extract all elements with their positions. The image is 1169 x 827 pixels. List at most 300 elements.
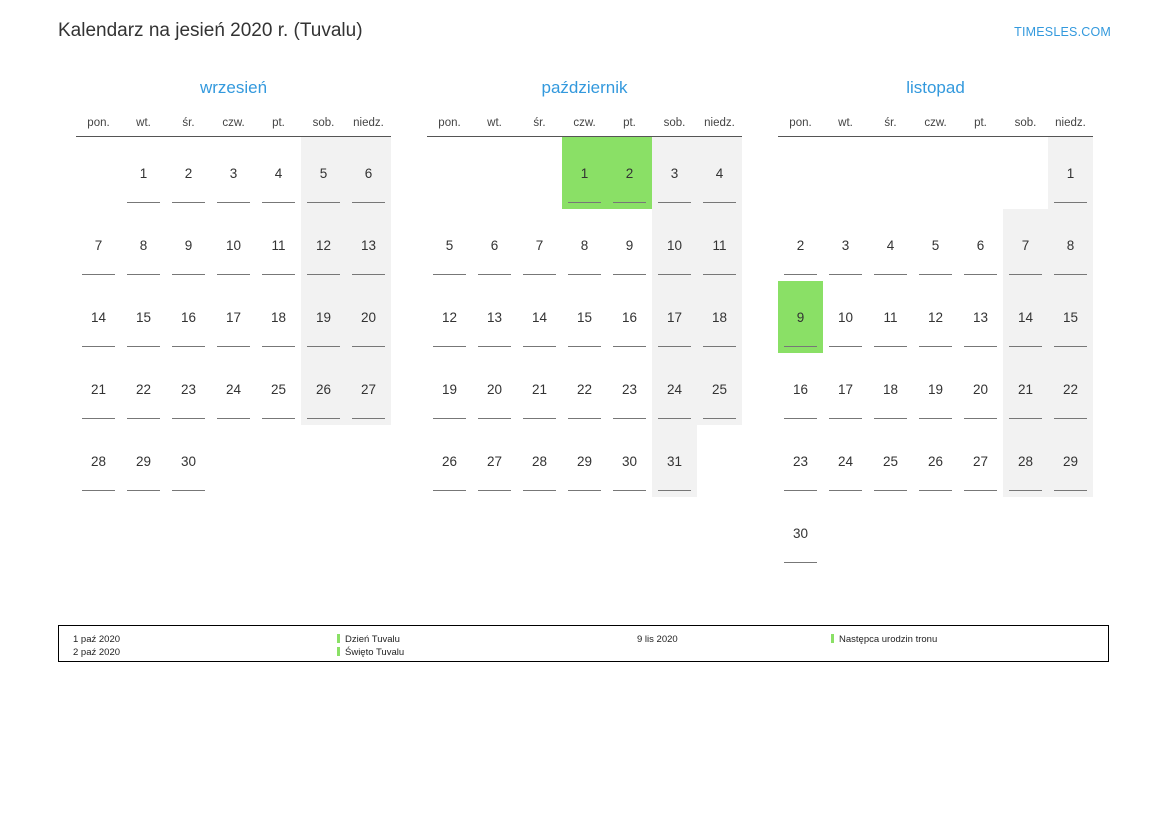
day-cell[interactable] <box>427 353 472 425</box>
weekday-header: sob. <box>1003 110 1048 137</box>
legend-entry <box>337 633 404 646</box>
day-underline <box>874 418 907 419</box>
empty-cell <box>427 137 472 210</box>
day-underline <box>568 202 601 203</box>
day-underline <box>784 274 817 275</box>
day-number: 18 <box>882 381 899 397</box>
day-number: 9 <box>184 237 193 253</box>
day-cell[interactable] <box>76 353 121 425</box>
day-number: 17 <box>666 309 683 325</box>
day-number: 7 <box>1021 237 1030 253</box>
day-number: 25 <box>270 381 287 397</box>
day-number: 20 <box>360 309 377 325</box>
day-underline <box>523 346 556 347</box>
day-cell[interactable] <box>823 353 868 425</box>
day-number: 8 <box>1066 237 1075 253</box>
empty-cell <box>1003 497 1048 569</box>
day-cell[interactable] <box>697 209 742 281</box>
day-cell[interactable] <box>778 353 823 425</box>
day-underline <box>172 418 205 419</box>
empty-cell <box>256 425 301 497</box>
day-cell[interactable] <box>913 281 958 353</box>
week-row <box>76 137 391 210</box>
day-number: 21 <box>531 381 548 397</box>
day-cell[interactable] <box>427 281 472 353</box>
day-cell[interactable] <box>256 281 301 353</box>
weekday-header-row <box>778 110 1093 137</box>
day-number: 28 <box>531 453 548 469</box>
day-underline <box>919 346 952 347</box>
day-cell[interactable] <box>1048 353 1093 425</box>
day-number: 21 <box>1017 381 1034 397</box>
empty-cell <box>346 425 391 497</box>
day-cell[interactable] <box>823 281 868 353</box>
day-cell[interactable] <box>607 281 652 353</box>
day-underline <box>964 418 997 419</box>
day-underline <box>829 346 862 347</box>
day-number: 16 <box>180 309 197 325</box>
day-cell[interactable] <box>166 281 211 353</box>
week-row <box>778 425 1093 497</box>
day-cell[interactable] <box>301 353 346 425</box>
day-number: 12 <box>441 309 458 325</box>
month-table <box>778 110 1093 569</box>
day-number: 18 <box>270 309 287 325</box>
day-underline <box>478 274 511 275</box>
legend-name: Następca urodzin tronu <box>839 634 938 645</box>
day-underline <box>217 274 250 275</box>
empty-cell <box>778 137 823 210</box>
day-cell[interactable] <box>427 209 472 281</box>
holiday-swatch-icon <box>831 634 834 643</box>
day-number: 7 <box>94 237 103 253</box>
day-underline <box>613 418 646 419</box>
day-underline <box>127 274 160 275</box>
day-cell[interactable] <box>778 497 823 569</box>
day-number: 10 <box>666 237 683 253</box>
day-cell[interactable] <box>121 353 166 425</box>
day-cell[interactable] <box>301 209 346 281</box>
day-cell[interactable] <box>121 281 166 353</box>
day-cell[interactable] <box>607 353 652 425</box>
page-header <box>0 20 1169 50</box>
weekday-header: niedz. <box>697 110 742 137</box>
day-cell[interactable] <box>697 281 742 353</box>
day-underline <box>613 274 646 275</box>
day-number: 23 <box>621 381 638 397</box>
day-cell[interactable] <box>868 281 913 353</box>
day-cell[interactable] <box>166 137 211 210</box>
day-cell[interactable] <box>346 353 391 425</box>
day-underline <box>82 346 115 347</box>
day-underline <box>127 346 160 347</box>
day-cell[interactable] <box>562 425 607 497</box>
day-underline <box>703 346 736 347</box>
week-row <box>76 425 391 497</box>
day-cell[interactable] <box>958 353 1003 425</box>
day-number: 19 <box>441 381 458 397</box>
day-cell[interactable] <box>472 425 517 497</box>
day-underline <box>127 202 160 203</box>
day-underline <box>1009 346 1042 347</box>
week-row <box>76 281 391 353</box>
day-underline <box>1009 490 1042 491</box>
day-cell[interactable] <box>958 425 1003 497</box>
day-cell[interactable] <box>256 209 301 281</box>
day-underline <box>172 346 205 347</box>
day-cell[interactable] <box>76 209 121 281</box>
day-number: 29 <box>135 453 152 469</box>
weekday-header: sob. <box>652 110 697 137</box>
month-title: październik <box>541 78 628 97</box>
legend-box <box>58 625 1109 662</box>
day-cell[interactable] <box>472 209 517 281</box>
day-cell[interactable] <box>697 353 742 425</box>
week-row <box>778 137 1093 210</box>
brand-link[interactable]: TIMESLES.COM <box>1014 25 1111 39</box>
day-underline <box>829 274 862 275</box>
day-underline <box>523 418 556 419</box>
day-underline <box>568 346 601 347</box>
empty-cell <box>823 137 868 210</box>
day-cell[interactable] <box>1048 137 1093 210</box>
day-number: 6 <box>490 237 499 253</box>
day-underline <box>307 346 340 347</box>
day-underline <box>127 490 160 491</box>
day-underline <box>1009 274 1042 275</box>
day-underline <box>352 346 385 347</box>
day-number: 30 <box>792 525 809 541</box>
day-cell[interactable] <box>1003 281 1048 353</box>
week-row <box>427 137 742 210</box>
empty-cell <box>868 497 913 569</box>
day-underline <box>1054 418 1087 419</box>
day-underline <box>658 274 691 275</box>
weekday-header: wt. <box>823 110 868 137</box>
day-number: 27 <box>486 453 503 469</box>
day-number: 20 <box>486 381 503 397</box>
day-number: 9 <box>796 309 805 325</box>
day-underline <box>703 418 736 419</box>
day-cell[interactable] <box>1003 209 1048 281</box>
day-cell[interactable] <box>562 209 607 281</box>
day-number: 29 <box>576 453 593 469</box>
day-underline <box>784 490 817 491</box>
empty-cell <box>913 137 958 210</box>
day-number: 14 <box>531 309 548 325</box>
day-underline <box>658 418 691 419</box>
day-number: 24 <box>225 381 242 397</box>
day-cell[interactable] <box>868 209 913 281</box>
day-underline <box>307 202 340 203</box>
day-underline <box>217 418 250 419</box>
day-cell[interactable] <box>76 281 121 353</box>
day-cell[interactable] <box>346 137 391 210</box>
day-underline <box>784 346 817 347</box>
day-cell[interactable] <box>121 137 166 210</box>
day-cell[interactable] <box>517 425 562 497</box>
day-number: 17 <box>837 381 854 397</box>
day-cell[interactable] <box>472 281 517 353</box>
legend-date: 1 paź 2020 <box>73 634 121 645</box>
day-underline <box>568 418 601 419</box>
day-cell[interactable] <box>517 281 562 353</box>
day-cell[interactable] <box>562 353 607 425</box>
weekday-header: pon. <box>778 110 823 137</box>
day-underline <box>784 418 817 419</box>
day-underline <box>829 490 862 491</box>
day-number: 3 <box>229 165 238 181</box>
day-cell[interactable] <box>958 281 1003 353</box>
day-cell[interactable] <box>166 353 211 425</box>
day-cell[interactable] <box>166 209 211 281</box>
day-number: 31 <box>666 453 683 469</box>
day-number: 24 <box>837 453 854 469</box>
day-number: 8 <box>580 237 589 253</box>
day-cell[interactable] <box>472 353 517 425</box>
day-number: 2 <box>796 237 805 253</box>
day-cell[interactable] <box>211 209 256 281</box>
week-row <box>76 209 391 281</box>
day-number: 25 <box>711 381 728 397</box>
day-number: 27 <box>972 453 989 469</box>
day-number: 12 <box>315 237 332 253</box>
day-number: 21 <box>90 381 107 397</box>
day-number: 23 <box>180 381 197 397</box>
day-underline <box>874 346 907 347</box>
day-cell[interactable] <box>652 425 697 497</box>
day-number: 8 <box>139 237 148 253</box>
week-row <box>427 209 742 281</box>
day-number: 15 <box>576 309 593 325</box>
day-cell[interactable] <box>121 425 166 497</box>
day-underline <box>433 490 466 491</box>
day-underline <box>172 490 205 491</box>
day-number: 15 <box>135 309 152 325</box>
day-cell[interactable] <box>778 209 823 281</box>
day-number: 25 <box>882 453 899 469</box>
day-number: 11 <box>271 237 286 253</box>
day-cell[interactable] <box>166 425 211 497</box>
legend-name: Dzień Tuvalu <box>345 634 400 645</box>
day-number: 12 <box>927 309 944 325</box>
day-cell[interactable] <box>211 281 256 353</box>
day-cell[interactable] <box>256 137 301 210</box>
day-number: 14 <box>1017 309 1034 325</box>
day-underline <box>919 274 952 275</box>
day-cell[interactable] <box>211 137 256 210</box>
day-underline <box>964 274 997 275</box>
day-number: 2 <box>184 165 193 181</box>
weekday-header: sob. <box>301 110 346 137</box>
day-cell[interactable] <box>607 425 652 497</box>
day-cell[interactable] <box>823 209 868 281</box>
day-cell[interactable] <box>652 137 697 210</box>
day-underline <box>919 418 952 419</box>
day-number: 4 <box>886 237 895 253</box>
page-title: Kalendarz na jesień 2020 r. (Tuvalu) <box>58 20 363 41</box>
month-title: listopad <box>906 78 965 97</box>
day-cell[interactable] <box>778 425 823 497</box>
day-underline <box>307 274 340 275</box>
empty-cell <box>301 425 346 497</box>
legend-date: 2 paź 2020 <box>73 647 121 658</box>
day-cell[interactable] <box>868 353 913 425</box>
empty-cell <box>823 497 868 569</box>
day-cell[interactable] <box>778 281 823 353</box>
day-number: 1 <box>1066 165 1075 181</box>
day-underline <box>433 274 466 275</box>
day-number: 26 <box>315 381 332 397</box>
weekday-header: czw. <box>562 110 607 137</box>
day-number: 15 <box>1062 309 1079 325</box>
day-number: 4 <box>274 165 283 181</box>
weekday-header: wt. <box>121 110 166 137</box>
day-underline <box>352 418 385 419</box>
weekday-header: pon. <box>76 110 121 137</box>
day-cell[interactable] <box>346 209 391 281</box>
day-cell[interactable] <box>211 353 256 425</box>
day-cell[interactable] <box>913 353 958 425</box>
day-cell[interactable] <box>913 425 958 497</box>
day-underline <box>523 490 556 491</box>
weekday-header: pt. <box>256 110 301 137</box>
day-underline <box>433 418 466 419</box>
day-underline <box>568 490 601 491</box>
day-underline <box>127 418 160 419</box>
day-cell[interactable] <box>301 281 346 353</box>
holiday-swatch-icon <box>337 647 340 656</box>
month-table <box>76 110 391 497</box>
weekday-header-row <box>76 110 391 137</box>
day-underline <box>352 274 385 275</box>
day-cell[interactable] <box>958 209 1003 281</box>
week-row <box>778 353 1093 425</box>
weekday-header: śr. <box>166 110 211 137</box>
empty-cell <box>697 425 742 497</box>
month-block <box>58 78 409 569</box>
day-underline <box>784 562 817 563</box>
day-underline <box>433 346 466 347</box>
day-cell[interactable] <box>517 353 562 425</box>
day-number: 6 <box>364 165 373 181</box>
day-cell[interactable] <box>427 425 472 497</box>
day-number: 26 <box>927 453 944 469</box>
day-number: 16 <box>792 381 809 397</box>
day-cell[interactable] <box>1003 353 1048 425</box>
weekday-header-row <box>427 110 742 137</box>
day-cell[interactable] <box>913 209 958 281</box>
day-underline <box>658 346 691 347</box>
day-number: 11 <box>712 237 727 253</box>
day-cell[interactable] <box>868 425 913 497</box>
weekday-header: czw. <box>211 110 256 137</box>
day-cell[interactable] <box>346 281 391 353</box>
day-underline <box>82 490 115 491</box>
day-number: 3 <box>670 165 679 181</box>
day-underline <box>172 274 205 275</box>
day-cell[interactable] <box>1048 281 1093 353</box>
day-underline <box>307 418 340 419</box>
day-cell[interactable] <box>697 137 742 210</box>
day-underline <box>478 490 511 491</box>
day-cell[interactable] <box>1003 425 1048 497</box>
day-underline <box>613 346 646 347</box>
day-cell[interactable] <box>652 353 697 425</box>
day-underline <box>352 202 385 203</box>
empty-cell <box>1048 497 1093 569</box>
day-cell[interactable] <box>301 137 346 210</box>
week-row <box>778 497 1093 569</box>
day-underline <box>613 490 646 491</box>
day-number: 5 <box>319 165 328 181</box>
day-cell[interactable] <box>121 209 166 281</box>
day-number: 5 <box>445 237 454 253</box>
empty-cell <box>211 425 256 497</box>
empty-cell <box>517 137 562 210</box>
day-number: 14 <box>90 309 107 325</box>
day-cell[interactable] <box>1048 209 1093 281</box>
day-number: 16 <box>621 309 638 325</box>
day-number: 9 <box>625 237 634 253</box>
day-cell[interactable] <box>823 425 868 497</box>
week-row <box>427 281 742 353</box>
months-container <box>58 78 1111 569</box>
day-underline <box>1054 346 1087 347</box>
day-underline <box>658 490 691 491</box>
day-cell[interactable] <box>76 425 121 497</box>
month-block <box>760 78 1111 569</box>
day-number: 19 <box>315 309 332 325</box>
day-cell[interactable] <box>562 137 607 210</box>
day-number: 28 <box>90 453 107 469</box>
weekday-header: niedz. <box>346 110 391 137</box>
day-underline <box>523 274 556 275</box>
day-number: 17 <box>225 309 242 325</box>
day-number: 1 <box>580 165 589 181</box>
day-cell[interactable] <box>562 281 607 353</box>
legend-name: Święto Tuvalu <box>345 647 405 658</box>
month-block <box>409 78 760 569</box>
day-cell[interactable] <box>256 353 301 425</box>
day-cell[interactable] <box>652 281 697 353</box>
weekday-header: pt. <box>607 110 652 137</box>
day-underline <box>658 202 691 203</box>
week-row <box>427 353 742 425</box>
legend-entry <box>337 646 404 659</box>
day-number: 6 <box>976 237 985 253</box>
legend-names-column-1 <box>337 633 404 659</box>
day-cell[interactable] <box>517 209 562 281</box>
day-number: 1 <box>139 165 148 181</box>
day-underline <box>919 490 952 491</box>
day-cell[interactable] <box>652 209 697 281</box>
day-number: 5 <box>931 237 940 253</box>
week-row <box>778 209 1093 281</box>
week-row <box>427 425 742 497</box>
day-cell[interactable] <box>607 137 652 210</box>
day-underline <box>478 346 511 347</box>
day-underline <box>1054 202 1087 203</box>
day-underline <box>703 274 736 275</box>
day-underline <box>262 202 295 203</box>
day-number: 13 <box>360 237 377 253</box>
day-underline <box>262 346 295 347</box>
day-underline <box>82 274 115 275</box>
day-cell[interactable] <box>607 209 652 281</box>
day-cell[interactable] <box>1048 425 1093 497</box>
day-underline <box>82 418 115 419</box>
